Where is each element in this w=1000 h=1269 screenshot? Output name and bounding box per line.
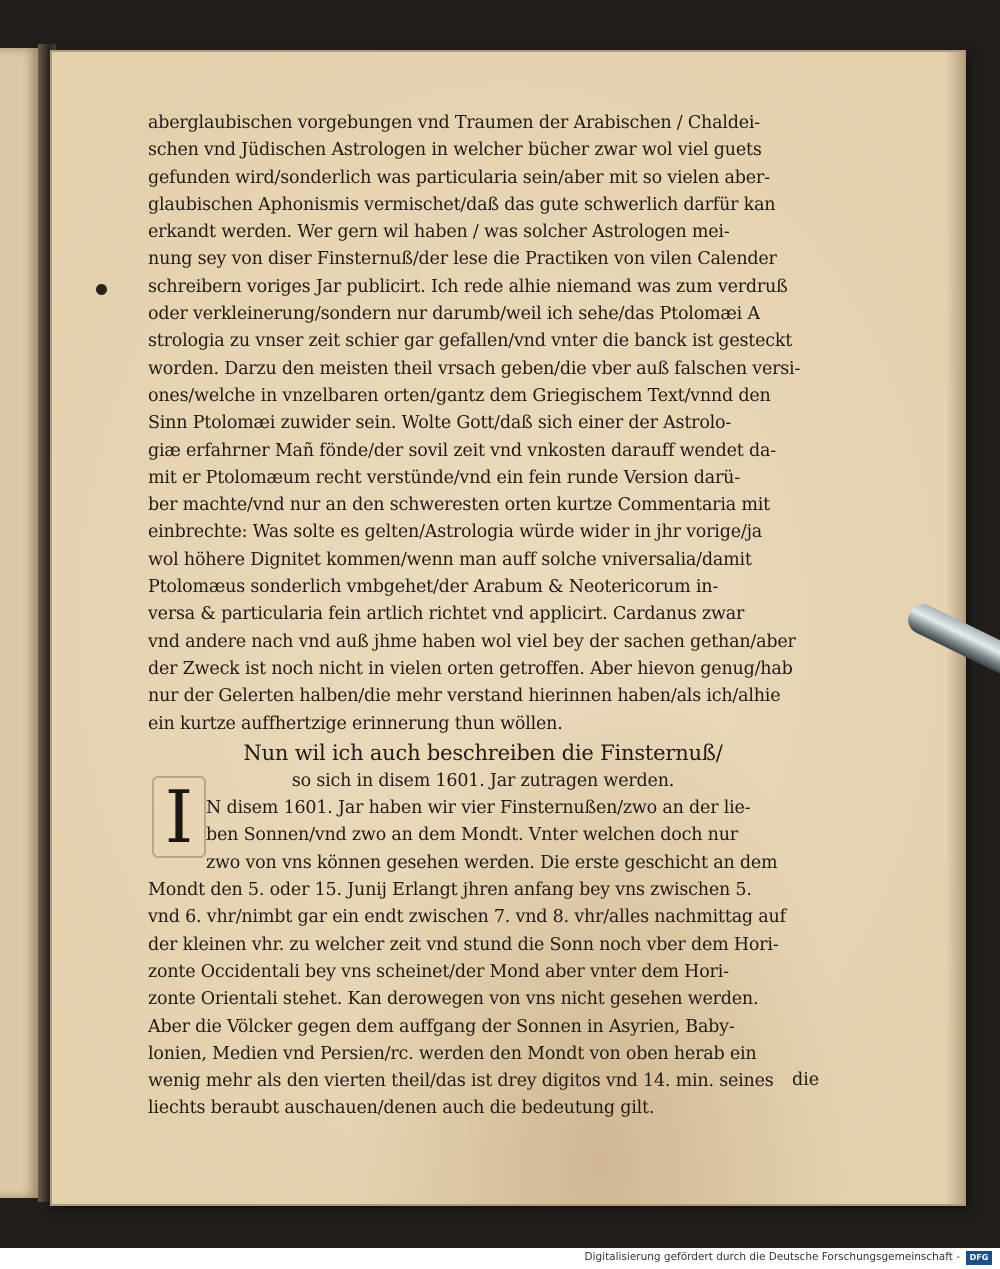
text-line: zonte Orientali stehet. Kan derowegen von vns nicht gesehen werden. [148,989,759,1010]
text-line: der kleinen vhr. zu welcher zeit vnd stund die Sonn noch vber dem Hori- [148,934,779,955]
text-line: nur der Gelerten halben/die mehr verstand hierinnen haben/als ich/alhie [148,686,781,707]
text-line: vnd 6. vhr/nimbt gar ein endt zwischen 7. vnd 8. vhr/alles nachmittag auf [148,907,786,928]
text-line: lonien, Medien vnd Persien/rc. werden den Mondt von oben herab ein [148,1043,757,1064]
text-line: glaubischen Aphonismis vermischet/daß das gute schwerlich darfür kan [148,194,776,215]
text-line: giæ erfahrner Mañ fönde/der sovil zeit vnd vnkosten darauff wendet da- [148,440,776,461]
footer-bar [0,1248,1000,1269]
text-line: gefunden wird/sonderlich was particularia sein/aber mit so vielen aber- [148,167,770,188]
text-line: versa & particularia fein artlich richtet vnd applicirt. Cardanus zwar [148,604,745,625]
text-line: liechts beraubt auschauen/denen auch die bedeutung gilt. [148,1098,655,1119]
section-subheading: so sich in disem 1601. Jar zutragen werden. [291,770,675,791]
text-line: aberglaubischen vorgebungen vnd Traumen der Arabischen / Chaldei- [148,113,761,133]
text-line: nung sey von diser Finsternuß/der lese die Practiken von vilen Calender [148,249,777,270]
text-line: zwo von vns können gesehen werden. Die erste geschicht an dem [206,852,778,873]
text-line: wol höhere Dignitet kommen/wenn man auff solche vniversalia/damit [148,549,752,570]
paragraph-after-heading [148,795,818,1123]
text-line: zonte Occidentali bey vns scheinet/der Mond aber vnter dem Hori- [148,961,729,982]
text-line: einbrechte: Was solte es gelten/Astrologia würde wider in jhr vorige/ja [148,522,763,543]
section-heading: Nun wil ich auch beschreiben die Finsternuß/ [243,740,723,765]
funding-notice: Digitalisierung gefördert durch die Deutsche Forschungsgemeinschaft - [584,1251,960,1263]
facing-page-edge [0,48,42,1198]
text-line: Aber die Völcker gegen dem auffgang der Sonnen in Asyrien, Baby- [148,1016,735,1037]
text-line: der Zweck ist noch nicht in vielen orten getroffen. Aber hievon genug/hab [148,658,793,679]
text-line: schreibern voriges Jar publicirt. Ich rede alhie niemand was zum verdruß [148,276,788,297]
text-line: oder verkleinerung/sondern nur darumb/weil ich sehe/das Ptolomæi A [148,304,760,325]
page-text [148,110,818,1123]
text-line: ein kurtze auffhertzige erinnerung thun wöllen. [148,713,563,734]
text-line: Ptolomæus sonderlich vmbgehet/der Arabum & Neotericorum in- [148,577,719,598]
text-line: Mondt den 5. oder 15. Junij Erlangt jhren anfang bey vns zwischen 5. [148,880,752,901]
text-line: wenig mehr als den vierten theil/das ist drey digitos vnd 14. min. seines [148,1071,774,1092]
text-line: vnd andere nach vnd auß jhme haben wol viel bey der sachen gethan/aber [148,631,796,652]
text-line: ben Sonnen/vnd zwo an dem Mondt. Vnter welchen doch nur [206,825,738,846]
text-line: worden. Darzu den meisten theil vrsach geben/die vber auß falschen versi- [148,358,801,379]
catchword: die [792,1070,820,1090]
dfg-logo-icon: DFG [966,1251,992,1265]
paragraph-before-heading [148,110,818,738]
text-line: ber machte/vnd nur an den schweresten orten kurtze Commentaria mit [148,495,770,516]
text-line: mit er Ptolomæum recht verstünde/vnd ein fein runde Version darü- [148,467,740,488]
text-line: strologia zu vnser zeit schier gar gefallen/vnd vnter die banck ist gesteckt [148,331,793,352]
text-line: Sinn Ptolomæi zuwider sein. Wolte Gott/daß sich einer der Astrolo- [148,413,732,434]
binding-hole [96,284,107,295]
text-line: erkandt werden. Wer gern wil haben / was solcher Astrologen mei- [148,222,730,243]
text-line: ones/welche in vnzelbaren orten/gantz dem Griegischem Text/vnnd den [148,385,771,406]
text-line: schen vnd Jüdischen Astrologen in welcher bücher zwar wol viel guets [148,140,762,161]
drop-cap-initial: I [152,776,206,858]
text-line: N disem 1601. Jar haben wir vier Finsternußen/zwo an der lie- [206,798,751,819]
